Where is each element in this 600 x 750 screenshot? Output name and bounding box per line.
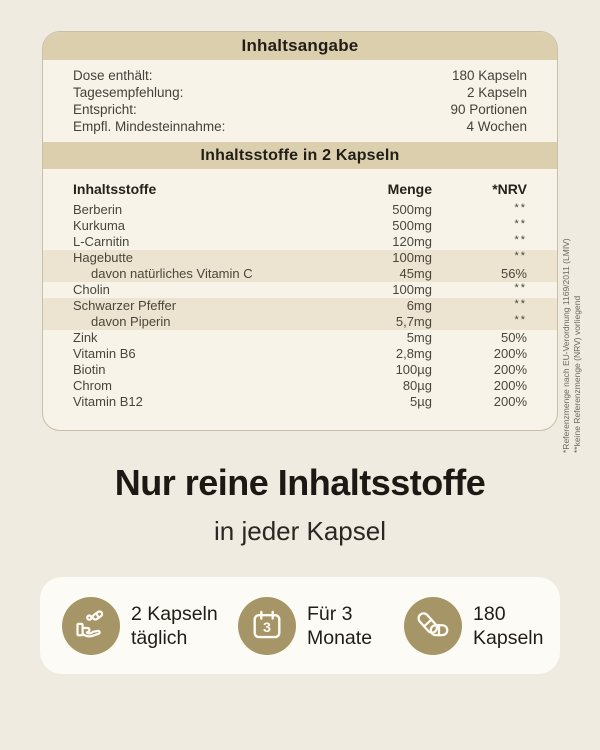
ingredients-table-body — [43, 202, 557, 410]
ingredient-name: L-Carnitin — [73, 234, 130, 249]
ingredient-name: davon natürliches Vitamin C — [91, 266, 253, 281]
ingredient-amount: 6mg — [406, 298, 432, 313]
ingredient-nrv: ** — [514, 250, 527, 262]
badge-daily-dose-label: 2 Kapseln täglich — [131, 602, 218, 649]
ingredient-nrv: 56% — [500, 266, 527, 281]
ingredient-name: Zink — [73, 330, 98, 345]
dosage-info-row — [73, 84, 527, 101]
badge-count-label: 180 Kapseln — [473, 602, 544, 649]
ingredient-row — [43, 250, 557, 266]
ingredients-table — [43, 169, 557, 410]
info-value: 4 Wochen — [466, 119, 527, 134]
footnotes-vertical — [561, 153, 583, 453]
ingredient-nrv: ** — [514, 298, 527, 310]
ingredient-amount: 2,8mg — [395, 346, 432, 361]
panel-title: Inhaltsangabe — [43, 32, 557, 60]
info-label: Empfl. Mindesteinnahme: — [73, 119, 226, 134]
ingredient-amount: 100mg — [392, 282, 432, 297]
badge-duration — [238, 577, 372, 674]
ingredient-row — [43, 362, 557, 378]
ingredient-row — [43, 314, 557, 330]
ingredient-nrv: 200% — [493, 346, 527, 361]
dosage-info-row — [73, 67, 527, 84]
ingredient-nrv: ** — [514, 282, 527, 294]
ingredient-nrv: 200% — [493, 378, 527, 393]
info-value: 90 Portionen — [450, 102, 527, 117]
ingredient-row — [43, 346, 557, 362]
ingredient-name: Cholin — [73, 282, 110, 297]
panel-subtitle: Inhaltsstoffe in 2 Kapseln — [43, 142, 557, 169]
ingredient-amount: 5,7mg — [395, 314, 432, 329]
benefits-bar — [40, 577, 560, 674]
footnote-reference: *Referenzmenge nach EU-Verordnung 1169/2011 (LMIV) — [561, 238, 571, 453]
header-ingredients: Inhaltsstoffe — [73, 181, 157, 197]
ingredient-nrv: 50% — [500, 330, 527, 345]
ingredient-nrv: 200% — [493, 394, 527, 409]
calendar-icon — [238, 597, 296, 655]
calendar-number: 3 — [263, 619, 271, 636]
ingredient-amount: 120mg — [392, 234, 432, 249]
ingredient-name: Vitamin B6 — [73, 346, 136, 361]
ingredient-name: Kurkuma — [73, 218, 126, 233]
ingredient-name: Vitamin B12 — [73, 394, 143, 409]
ingredient-name: Hagebutte — [73, 250, 133, 265]
ingredient-name: Biotin — [73, 362, 106, 377]
ingredient-nrv: ** — [514, 234, 527, 246]
table-header-row — [43, 178, 557, 200]
ingredient-name: davon Piperin — [91, 314, 171, 329]
header-amount: Menge — [387, 181, 432, 197]
badge-count — [404, 577, 543, 674]
ingredient-amount: 80µg — [402, 378, 432, 393]
info-value: 180 Kapseln — [451, 68, 527, 83]
info-label: Dose enthält: — [73, 68, 153, 83]
ingredient-nrv: ** — [514, 218, 527, 230]
info-label: Entspricht: — [73, 102, 137, 117]
ingredient-amount: 100mg — [392, 250, 432, 265]
ingredient-row — [43, 378, 557, 394]
ingredient-nrv: 200% — [493, 362, 527, 377]
ingredient-amount: 500mg — [392, 202, 432, 217]
footnote-no-nrv: **keine Referenzmenge (NRV) vorliegend — [572, 295, 582, 453]
ingredient-row — [43, 394, 557, 410]
ingredient-name: Schwarzer Pfeffer — [73, 298, 177, 313]
dosage-info-row — [73, 118, 527, 135]
nutrition-panel — [42, 31, 558, 431]
claim-subheading: in jeder Kapsel — [214, 516, 386, 546]
ingredient-nrv: ** — [514, 202, 527, 214]
ingredient-amount: 5µg — [410, 394, 432, 409]
ingredient-nrv: ** — [514, 314, 527, 326]
ingredient-row — [43, 330, 557, 346]
ingredient-name: Berberin — [73, 202, 123, 217]
badge-daily-dose — [62, 577, 218, 674]
claim-heading: Nur reine Inhaltsstoffe — [114, 462, 486, 503]
dosage-info — [43, 60, 557, 142]
header-nrv: *NRV — [492, 181, 527, 197]
ingredient-amount: 5mg — [406, 330, 432, 345]
ingredient-amount: 45mg — [399, 266, 432, 281]
dosage-info-row — [73, 101, 527, 118]
ingredient-name: Chrom — [73, 378, 113, 393]
badge-duration-label: Für 3 Monate — [307, 602, 373, 649]
info-value: 2 Kapseln — [466, 85, 527, 100]
ingredient-amount: 100µg — [395, 362, 432, 377]
hand-holding-capsules-icon — [62, 597, 120, 655]
info-label: Tagesempfehlung: — [73, 85, 184, 100]
ingredient-amount: 500mg — [392, 218, 432, 233]
capsules-icon — [404, 597, 462, 655]
